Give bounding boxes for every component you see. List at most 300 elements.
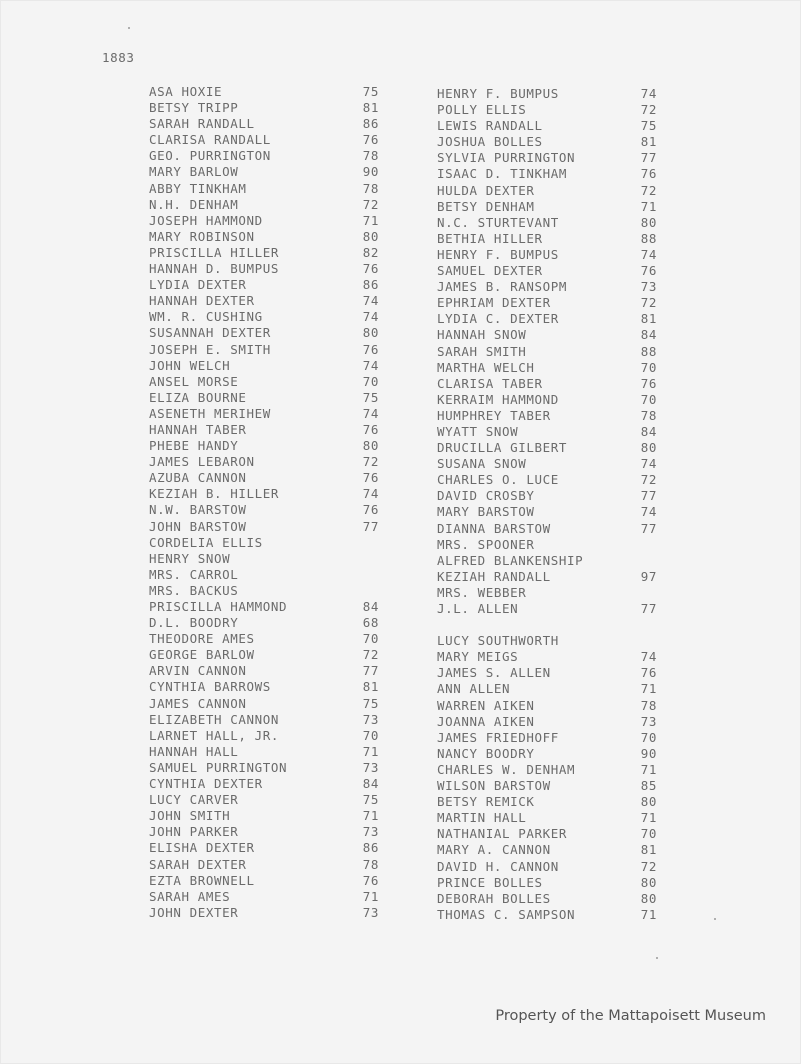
- student-name: JOHN SMITH: [149, 808, 231, 824]
- student-name: SAMUEL PURRINGTON: [149, 759, 288, 775]
- student-name: MARY ROBINSON: [149, 228, 255, 244]
- student-score: 84: [362, 776, 379, 792]
- student-name: NATHANIAL PARKER: [437, 826, 568, 842]
- student-score: 70: [362, 373, 379, 389]
- student-name: MRS. SPOONER: [437, 536, 535, 552]
- student-name: ASA HOXIE: [149, 84, 223, 99]
- student-name: BETSY TRIPP: [149, 100, 239, 116]
- roster-row: [149, 325, 379, 341]
- student-name: CORDELIA ELLIS: [149, 534, 263, 550]
- student-name: JAMES FRIEDHOFF: [437, 729, 559, 745]
- student-score: 86: [362, 277, 379, 293]
- roster-row: [149, 293, 379, 309]
- roster-row: [437, 263, 657, 279]
- student-name: BETSY DENHAM: [437, 198, 535, 214]
- student-score: 86: [362, 840, 379, 856]
- student-name: HANNAH SNOW: [437, 327, 527, 343]
- student-name: JOANNA AIKEN: [437, 713, 535, 729]
- student-score: 88: [640, 230, 657, 246]
- student-name: PRISCILLA HILLER: [149, 244, 280, 260]
- student-score: 72: [640, 102, 657, 118]
- roster-row: [149, 197, 379, 213]
- student-name: NANCY BOODRY: [437, 745, 535, 761]
- student-score: 76: [640, 263, 657, 279]
- student-name: HANNAH D. BUMPUS: [149, 261, 280, 277]
- student-name: N.C. STURTEVANT: [437, 214, 559, 230]
- student-name: [437, 617, 622, 633]
- roster-row: [437, 134, 657, 150]
- student-name: HANNAH TABER: [149, 421, 247, 437]
- student-name: DAVID H. CANNON: [437, 858, 559, 874]
- roster-row: [149, 148, 379, 164]
- student-name: PHEBE HANDY: [149, 438, 239, 454]
- roster-row: [437, 247, 657, 263]
- roster-row: [149, 873, 379, 889]
- student-score: 77: [640, 601, 657, 616]
- student-name: D.L. BOODRY: [149, 615, 239, 631]
- roster-row: [149, 390, 379, 406]
- student-name: WILSON BARSTOW: [437, 778, 551, 794]
- student-score: 75: [362, 792, 379, 808]
- roster-row: [149, 309, 379, 325]
- roster-row: [149, 181, 379, 197]
- student-score: 80: [640, 794, 657, 810]
- student-score: 73: [362, 759, 379, 775]
- roster-row: [437, 488, 657, 504]
- roster-row: [437, 875, 657, 891]
- roster-row: [437, 392, 657, 408]
- student-name: ELISHA DEXTER: [149, 840, 255, 856]
- student-score: [629, 617, 657, 633]
- roster-row: [149, 406, 379, 422]
- student-score: 72: [362, 647, 379, 663]
- student-score: 84: [362, 599, 379, 614]
- roster-row: [149, 84, 379, 100]
- paper-speck: [128, 27, 130, 29]
- student-score: 77: [640, 150, 657, 166]
- student-score: 73: [362, 711, 379, 727]
- roster-row: [149, 551, 379, 567]
- student-name: ANN ALLEN: [437, 681, 511, 697]
- student-score: 78: [362, 180, 379, 196]
- student-score: 74: [640, 456, 657, 472]
- roster-row: [149, 358, 379, 374]
- student-score: 72: [640, 858, 657, 874]
- roster-row: [437, 166, 657, 182]
- roster-row: [149, 647, 379, 663]
- right-roster-column: [437, 86, 657, 923]
- roster-row: [149, 631, 379, 647]
- student-score: 78: [640, 407, 657, 423]
- roster-row: [437, 859, 657, 875]
- roster-row: [437, 344, 657, 360]
- student-name: THOMAS C. SAMPSON: [437, 906, 576, 922]
- student-score: 74: [362, 293, 379, 309]
- student-score: 80: [362, 228, 379, 244]
- roster-row: [149, 342, 379, 358]
- student-name: HENRY SNOW: [149, 550, 231, 566]
- roster-row: [149, 760, 379, 776]
- student-score: 74: [362, 486, 379, 502]
- roster-row: [437, 376, 657, 392]
- roster-row: [437, 826, 657, 842]
- student-name: HUMPHREY TABER: [437, 407, 551, 423]
- roster-row: [437, 183, 657, 199]
- student-name: LEWIS RANDALL: [437, 118, 543, 134]
- roster-row: [149, 776, 379, 792]
- roster-row: [437, 118, 657, 134]
- student-name: WYATT SNOW: [437, 423, 519, 439]
- student-name: JAMES S. ALLEN: [437, 665, 551, 681]
- student-score: 90: [362, 164, 379, 180]
- student-name: MRS. CARROL: [149, 566, 239, 582]
- student-name: J.L. ALLEN: [437, 601, 519, 616]
- roster-row: [437, 842, 657, 858]
- student-score: 72: [640, 472, 657, 488]
- student-score: 74: [640, 86, 657, 101]
- roster-row: [437, 746, 657, 762]
- student-name: N.H. DENHAM: [149, 196, 239, 212]
- student-score: 76: [362, 132, 379, 148]
- student-score: [629, 537, 657, 553]
- roster-row: [437, 102, 657, 118]
- student-score: 71: [640, 810, 657, 826]
- student-score: 71: [362, 212, 379, 228]
- student-score: 80: [640, 440, 657, 456]
- roster-row: [437, 279, 657, 295]
- student-score: [629, 553, 657, 569]
- student-score: 78: [362, 856, 379, 872]
- student-score: 81: [640, 311, 657, 327]
- student-score: 71: [362, 743, 379, 759]
- student-name: GEORGE BARLOW: [149, 647, 255, 663]
- student-name: EZTA BROWNELL: [149, 872, 255, 888]
- student-score: 75: [362, 84, 379, 99]
- student-score: 80: [362, 325, 379, 341]
- student-score: 74: [362, 405, 379, 421]
- student-name: ELIZA BOURNE: [149, 389, 247, 405]
- student-score: 76: [362, 470, 379, 486]
- student-score: 68: [362, 615, 379, 631]
- roster-row: [437, 456, 657, 472]
- roster-row: [437, 537, 657, 553]
- roster-row: [149, 132, 379, 148]
- student-score: 76: [362, 421, 379, 437]
- student-name: THEODORE AMES: [149, 631, 255, 647]
- student-score: 78: [640, 697, 657, 713]
- student-name: WM. R. CUSHING: [149, 309, 263, 325]
- roster-row: [437, 150, 657, 166]
- student-name: MARY MEIGS: [437, 649, 519, 665]
- student-name: KEZIAH B. HILLER: [149, 486, 280, 502]
- student-score: 81: [362, 100, 379, 116]
- student-score: 71: [640, 906, 657, 922]
- roster-row: [149, 696, 379, 712]
- roster-row: [149, 486, 379, 502]
- roster-row: [437, 521, 657, 537]
- roster-row: [149, 599, 379, 615]
- roster-row: [437, 408, 657, 424]
- roster-row: [437, 311, 657, 327]
- roster-row: [437, 327, 657, 343]
- roster-row: [437, 472, 657, 488]
- student-score: 71: [640, 198, 657, 214]
- student-name: HULDA DEXTER: [437, 182, 535, 198]
- student-score: 70: [362, 727, 379, 743]
- student-name: HENRY F. BUMPUS: [437, 246, 559, 262]
- student-name: JOSHUA BOLLES: [437, 134, 543, 150]
- student-name: CHARLES O. LUCE: [437, 472, 559, 488]
- student-name: ISAAC D. TINKHAM: [437, 166, 568, 182]
- page-year: 1883: [102, 50, 135, 65]
- student-score: 73: [640, 713, 657, 729]
- student-name: ASENETH MERIHEW: [149, 405, 271, 421]
- student-score: 74: [362, 309, 379, 325]
- student-name: MARY BARLOW: [149, 164, 239, 180]
- student-name: DIANNA BARSTOW: [437, 520, 551, 536]
- student-name: HANNAH HALL: [149, 743, 239, 759]
- student-name: LARNET HALL, JR.: [149, 727, 280, 743]
- roster-row: [437, 295, 657, 311]
- roster-row: [149, 889, 379, 905]
- student-score: 73: [640, 279, 657, 295]
- student-score: 80: [640, 214, 657, 230]
- student-name: CLARISA RANDALL: [149, 132, 271, 148]
- roster-row: [437, 424, 657, 440]
- student-score: [351, 535, 379, 551]
- student-name: LUCY SOUTHWORTH: [437, 633, 559, 649]
- student-name: SARAH AMES: [149, 888, 231, 904]
- roster-row: [149, 164, 379, 180]
- roster-row: [437, 360, 657, 376]
- student-name: MRS. WEBBER: [437, 584, 527, 600]
- student-name: SYLVIA PURRINGTON: [437, 150, 576, 166]
- roster-row: [437, 440, 657, 456]
- student-name: BETSY REMICK: [437, 794, 535, 810]
- student-name: SAMUEL DEXTER: [437, 263, 543, 279]
- roster-row: [149, 454, 379, 470]
- roster-row: [149, 840, 379, 856]
- student-score: 82: [362, 244, 379, 260]
- roster-row: [149, 100, 379, 116]
- student-name: POLLY ELLIS: [437, 102, 527, 118]
- student-score: 71: [362, 888, 379, 904]
- student-name: PRISCILLA HAMMOND: [149, 599, 288, 614]
- student-name: SARAH SMITH: [437, 343, 527, 359]
- student-score: 73: [362, 904, 379, 920]
- roster-row: [149, 535, 379, 551]
- student-score: [629, 585, 657, 601]
- student-score: 77: [640, 520, 657, 536]
- student-score: 72: [362, 454, 379, 470]
- student-name: MARTIN HALL: [437, 810, 527, 826]
- student-score: 74: [640, 649, 657, 665]
- student-name: DEBORAH BOLLES: [437, 890, 551, 906]
- student-score: 72: [362, 196, 379, 212]
- roster-row: [149, 712, 379, 728]
- student-name: DRUCILLA GILBERT: [437, 440, 568, 456]
- roster-row: [437, 504, 657, 520]
- student-score: 72: [640, 182, 657, 198]
- roster-row: [437, 810, 657, 826]
- student-name: EPHRIAM DEXTER: [437, 295, 551, 311]
- student-name: LUCY CARVER: [149, 792, 239, 808]
- student-score: 71: [362, 808, 379, 824]
- student-score: 80: [362, 438, 379, 454]
- student-name: HENRY F. BUMPUS: [437, 86, 559, 101]
- roster-row: [149, 438, 379, 454]
- student-score: 71: [640, 681, 657, 697]
- student-name: ANSEL MORSE: [149, 373, 239, 389]
- student-score: 76: [640, 665, 657, 681]
- student-name: JOHN WELCH: [149, 357, 231, 373]
- roster-row: [437, 553, 657, 569]
- roster-row: [149, 519, 379, 535]
- student-score: 70: [640, 359, 657, 375]
- student-name: MARY A. CANNON: [437, 842, 551, 858]
- student-name: PRINCE BOLLES: [437, 874, 543, 890]
- roster-row: [149, 213, 379, 229]
- student-name: SARAH RANDALL: [149, 116, 255, 132]
- student-name: SUSANNAH DEXTER: [149, 325, 271, 341]
- student-score: 76: [640, 375, 657, 391]
- roster-row: [437, 665, 657, 681]
- roster-row: [437, 681, 657, 697]
- roster-row: [437, 891, 657, 907]
- roster-row: [437, 231, 657, 247]
- student-name: KERRAIM HAMMOND: [437, 391, 559, 407]
- student-score: 70: [362, 631, 379, 647]
- roster-row: [149, 277, 379, 293]
- student-score: 75: [640, 118, 657, 134]
- left-roster-column: [149, 84, 379, 921]
- student-name: ELIZABETH CANNON: [149, 711, 280, 727]
- roster-row: [437, 762, 657, 778]
- student-name: JAMES LEBARON: [149, 454, 255, 470]
- roster-row: [149, 824, 379, 840]
- student-score: 76: [362, 872, 379, 888]
- roster-row: [437, 649, 657, 665]
- student-score: 97: [640, 568, 657, 584]
- student-score: 88: [640, 343, 657, 359]
- student-score: 75: [362, 389, 379, 405]
- paper-speck: [656, 957, 658, 959]
- student-score: 81: [362, 679, 379, 695]
- student-name: ALFRED BLANKENSHIP: [437, 552, 584, 568]
- student-score: 76: [640, 166, 657, 182]
- roster-row: [437, 215, 657, 231]
- roster-row: [149, 245, 379, 261]
- student-name: LYDIA C. DEXTER: [437, 311, 559, 327]
- roster-row: [149, 374, 379, 390]
- student-score: 75: [362, 695, 379, 711]
- student-score: 74: [362, 357, 379, 373]
- student-score: 81: [640, 134, 657, 150]
- roster-row: [437, 714, 657, 730]
- roster-row: [149, 905, 379, 921]
- roster-row: [149, 792, 379, 808]
- roster-row: [149, 744, 379, 760]
- student-score: 76: [362, 502, 379, 518]
- student-name: AZUBA CANNON: [149, 470, 247, 486]
- roster-row: [437, 730, 657, 746]
- student-score: 84: [640, 327, 657, 343]
- roster-row: [437, 617, 657, 633]
- student-score: 76: [362, 341, 379, 357]
- student-score: [351, 583, 379, 599]
- student-name: MARY BARSTOW: [437, 504, 535, 520]
- student-score: 70: [640, 729, 657, 745]
- student-score: 74: [640, 504, 657, 520]
- roster-row: [437, 778, 657, 794]
- student-score: 70: [640, 826, 657, 842]
- roster-row: [149, 567, 379, 583]
- student-score: 80: [640, 874, 657, 890]
- student-score: 84: [640, 423, 657, 439]
- roster-row: [149, 116, 379, 132]
- student-name: WARREN AIKEN: [437, 697, 535, 713]
- student-score: 90: [640, 745, 657, 761]
- roster-row: [437, 698, 657, 714]
- roster-row: [149, 857, 379, 873]
- student-name: N.W. BARSTOW: [149, 502, 247, 518]
- roster-row: [149, 470, 379, 486]
- student-name: CLARISA TABER: [437, 375, 543, 391]
- student-name: LYDIA DEXTER: [149, 277, 247, 293]
- student-name: JAMES CANNON: [149, 695, 247, 711]
- student-score: 77: [640, 488, 657, 504]
- student-name: ABBY TINKHAM: [149, 180, 247, 196]
- roster-row: [149, 229, 379, 245]
- roster-row: [149, 663, 379, 679]
- roster-row: [149, 422, 379, 438]
- student-name: GEO. PURRINGTON: [149, 148, 271, 164]
- student-score: [629, 633, 657, 649]
- roster-row: [149, 808, 379, 824]
- student-name: JOHN BARSTOW: [149, 518, 247, 534]
- museum-watermark: Property of the Mattapoisett Museum: [495, 1008, 766, 1024]
- student-score: 77: [362, 663, 379, 679]
- student-name: DAVID CROSBY: [437, 488, 535, 504]
- student-name: JAMES B. RANSOPM: [437, 279, 568, 295]
- student-score: 86: [362, 116, 379, 132]
- roster-row: [149, 728, 379, 744]
- student-name: JOSEPH HAMMOND: [149, 212, 263, 228]
- roster-row: [437, 569, 657, 585]
- student-score: 80: [640, 890, 657, 906]
- student-score: 76: [362, 261, 379, 277]
- roster-row: [437, 794, 657, 810]
- roster-row: [437, 633, 657, 649]
- student-score: 74: [640, 246, 657, 262]
- student-score: 78: [362, 148, 379, 164]
- student-name: JOHN DEXTER: [149, 904, 239, 920]
- student-name: CYNTHIA DEXTER: [149, 776, 263, 792]
- student-score: 73: [362, 824, 379, 840]
- roster-row: [437, 86, 657, 102]
- student-score: 85: [640, 778, 657, 794]
- student-name: JOSEPH E. SMITH: [149, 341, 271, 357]
- roster-row: [149, 261, 379, 277]
- roster-row: [437, 585, 657, 601]
- student-score: [351, 551, 379, 567]
- student-score: [351, 567, 379, 583]
- paper-speck: [714, 918, 716, 920]
- student-name: ARVIN CANNON: [149, 663, 247, 679]
- student-score: 81: [640, 842, 657, 858]
- student-score: 70: [640, 391, 657, 407]
- roster-row: [149, 502, 379, 518]
